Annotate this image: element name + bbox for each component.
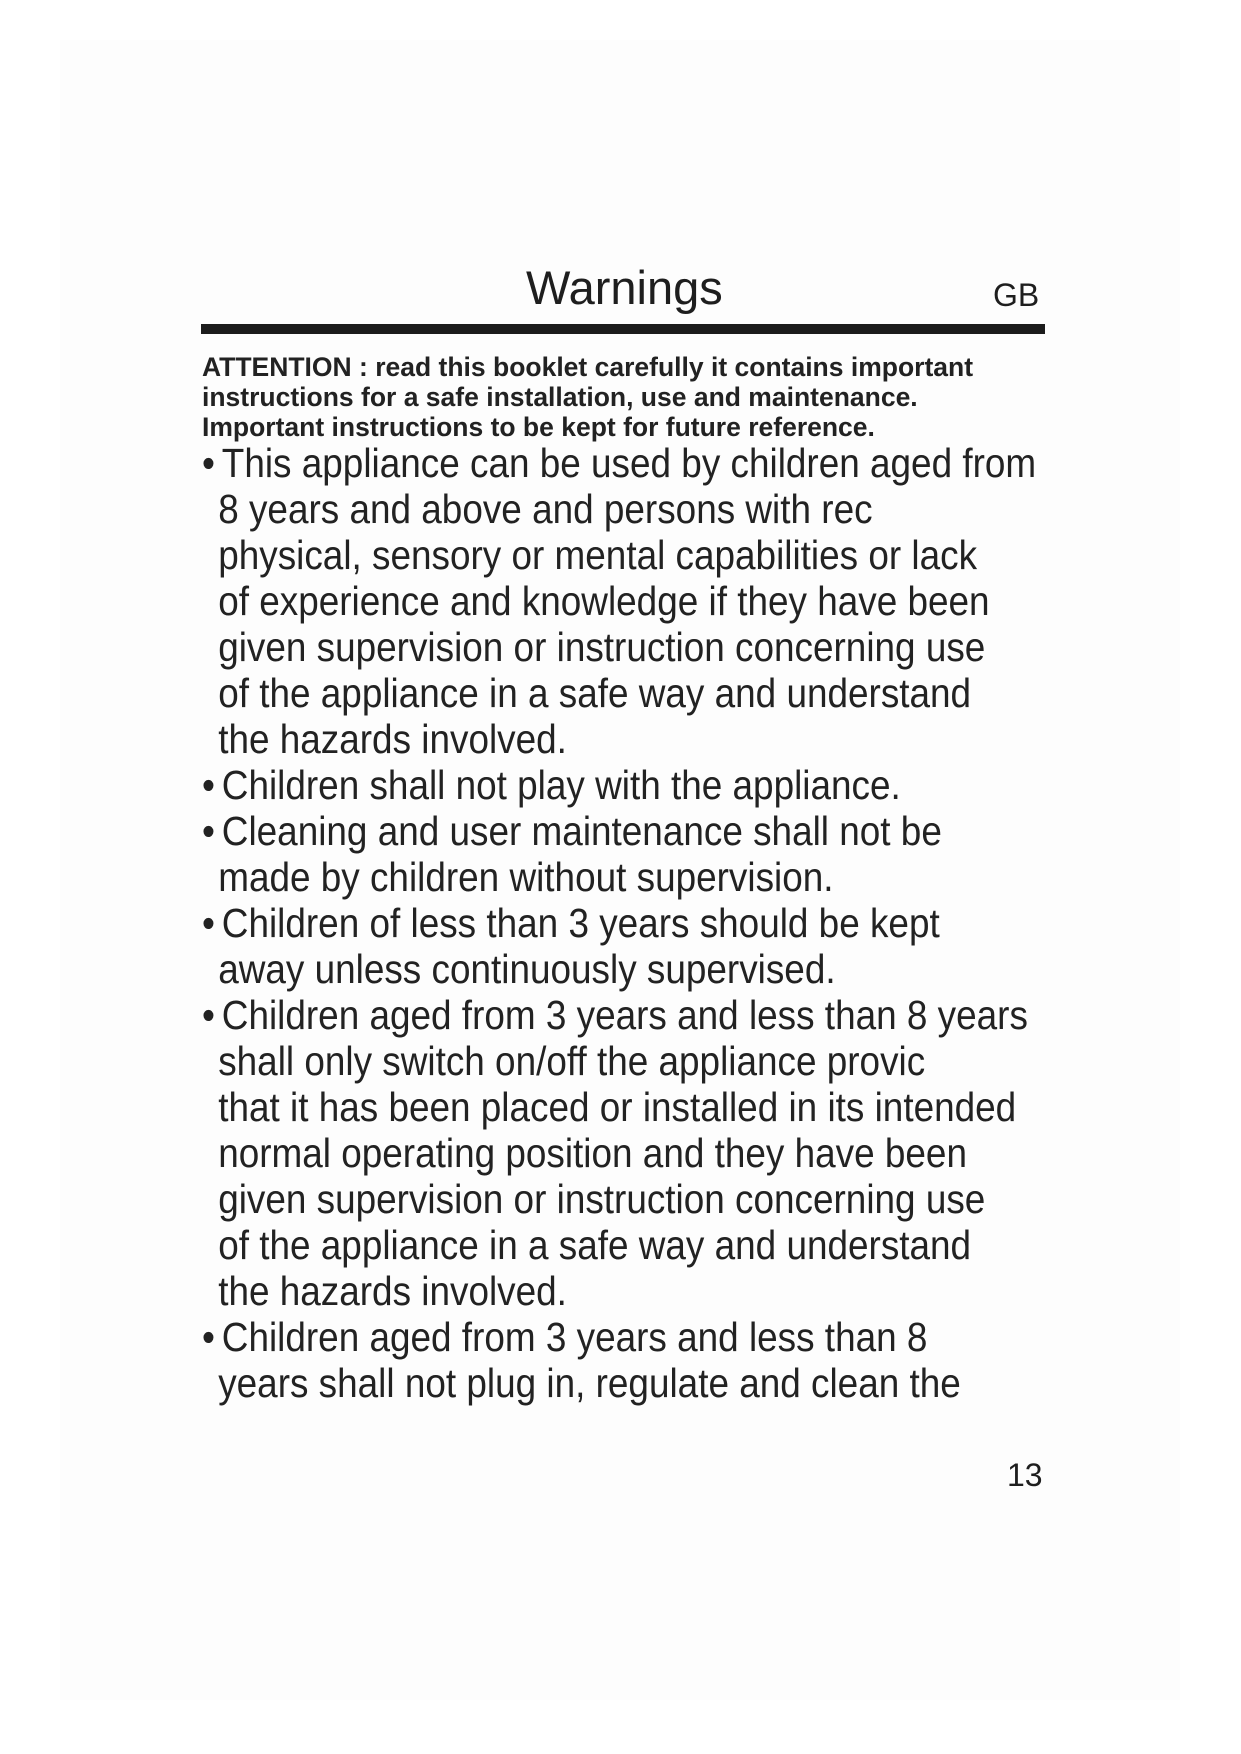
warning-line: the hazards involved. (218, 1268, 567, 1314)
warning-line: physical, sensory or mental capabilities or lack (218, 532, 978, 578)
warning-line (202, 762, 1102, 808)
bullet-icon: • (202, 900, 215, 946)
bullet-icon: • (202, 992, 215, 1038)
warning-item (202, 1314, 1102, 1406)
warning-line (202, 1314, 1102, 1360)
warning-line: that it has been placed or installed in its intended (218, 1084, 1017, 1130)
warning-line (202, 992, 1102, 1038)
attention-notice (202, 352, 1082, 442)
warning-line: shall only switch on/off the appliance provic (218, 1038, 926, 1084)
warning-line: the hazards involved. (218, 716, 567, 762)
warning-line: of experience and knowledge if they have been (218, 578, 990, 624)
warning-item (202, 992, 1102, 1314)
warning-item (202, 900, 1102, 992)
warning-line (202, 440, 1102, 486)
language-code: GB (993, 277, 1040, 313)
warning-line: years shall not plug in, regulate and clean the (218, 1360, 961, 1406)
warning-item (202, 808, 1102, 900)
warning-line: 8 years and above and persons with rec (218, 486, 873, 532)
attention-line: instructions for a safe installation, use and maintenance. (202, 382, 918, 412)
warning-line: given supervision or instruction concerning use (218, 624, 986, 670)
warnings-list (202, 440, 1102, 1406)
bullet-icon: • (202, 440, 215, 486)
bullet-icon: • (202, 762, 215, 808)
warning-text: Children aged from 3 years and less than 8 (221, 1314, 928, 1360)
header-rule (201, 324, 1045, 334)
warning-line: away unless continuously supervised. (218, 946, 836, 992)
warning-line: of the appliance in a safe way and understand (218, 670, 972, 716)
warning-line: normal operating position and they have been (218, 1130, 967, 1176)
page-title: Warnings (526, 261, 723, 314)
attention-line: ATTENTION : read this booklet carefully it contains important (202, 352, 974, 382)
warning-line (202, 808, 1102, 854)
warning-item (202, 762, 1102, 808)
warning-text: Children aged from 3 years and less than 8 years (221, 992, 1028, 1038)
warning-line (202, 900, 1102, 946)
warning-line: given supervision or instruction concerning use (218, 1176, 986, 1222)
warning-text: Children shall not play with the appliance. (221, 762, 901, 808)
bullet-icon: • (202, 1314, 215, 1360)
bullet-icon: • (202, 808, 215, 854)
warning-text: Children of less than 3 years should be kept (221, 900, 940, 946)
warning-text: This appliance can be used by children aged from (221, 440, 1037, 486)
warning-text: Cleaning and user maintenance shall not be (221, 808, 942, 854)
attention-line: Important instructions to be kept for future reference. (202, 412, 875, 442)
page-number: 13 (1007, 1457, 1043, 1493)
warning-line: made by children without supervision. (218, 854, 834, 900)
warning-item (202, 440, 1102, 762)
warning-line: of the appliance in a safe way and understand (218, 1222, 972, 1268)
